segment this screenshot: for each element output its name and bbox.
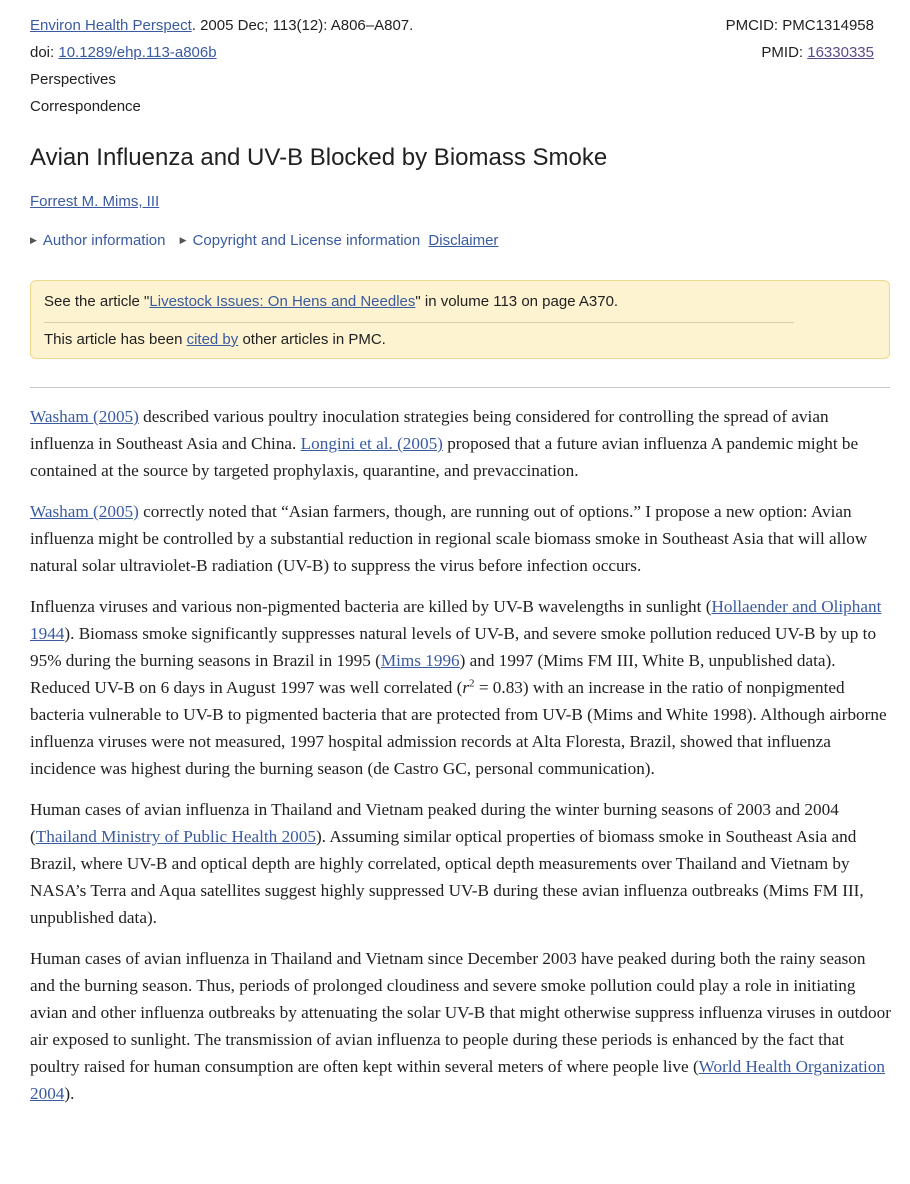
r-squared-superscript: 2 bbox=[469, 677, 475, 690]
doi-label: doi: bbox=[30, 44, 59, 61]
paragraph-text: described various poultry inoculation strategies being considered for controlling the spread of avian influenza in Southeast Asia and China. bbox=[30, 407, 829, 454]
notice-see-prefix: See the article " bbox=[44, 293, 150, 310]
paragraph-text: Human cases of avian influenza in Thailand and Vietnam peaked during the winter burning seasons of 2003 and 2004 ( bbox=[30, 799, 839, 846]
author-link[interactable]: Forrest M. Mims, III bbox=[30, 193, 160, 210]
ref-who-2004[interactable]: World Health Organization 2004 bbox=[30, 1057, 886, 1104]
r-symbol: r bbox=[462, 677, 470, 697]
article-body bbox=[30, 403, 892, 1121]
paragraph-text: Influenza viruses and various non-pigmented bacteria are killed by UV-B wavelengths in sunlight ( bbox=[30, 596, 712, 616]
notice-cited-prefix: This article has been bbox=[44, 331, 187, 348]
author-info-toggle[interactable] bbox=[30, 232, 166, 249]
paragraph-1 bbox=[30, 403, 892, 484]
ref-mims-1996[interactable]: Mims 1996 bbox=[380, 650, 460, 670]
notice-cited-suffix: other articles in PMC. bbox=[238, 331, 386, 348]
subsection-label: Correspondence bbox=[30, 98, 141, 115]
triangle-right-icon: ▶ bbox=[179, 235, 187, 245]
paragraph-text: ) and 1997 (Mims FM III, White B, unpublished data). Reduced UV-B on 6 days in August 1997 was well correlated ( bbox=[30, 650, 836, 697]
paragraph-2 bbox=[30, 498, 892, 579]
paragraph-text: ). Biomass smoke significantly suppresses natural levels of UV-B, and severe smoke pollution reduced UV-B by up to 95% during the burning seasons in Brazil in 1995 ( bbox=[30, 623, 877, 670]
ref-thailand-ministry-2005[interactable]: Thailand Ministry of Public Health 2005 bbox=[35, 826, 316, 846]
copyright-toggle[interactable] bbox=[180, 232, 421, 249]
pmcid-text: PMCID: PMC1314958 bbox=[725, 17, 874, 34]
triangle-right-icon: ▶ bbox=[30, 235, 37, 245]
section-label: Perspectives bbox=[30, 71, 116, 88]
disclaimer-link[interactable]: Disclaimer bbox=[428, 232, 499, 249]
paragraph-text: ). Assuming similar optical properties of biomass smoke in Southeast Asia and Brazil, where UV-B and optical depth are highly correlated, optical depth measurements over Thailand and Vietnam by NASA’s Terra and Aqua satellites suggest highly suppressed UV-B during these avian influenza outbreaks (Mims FM III, unpublished data). bbox=[30, 826, 864, 928]
paragraph-5 bbox=[30, 945, 892, 1108]
info-links-row bbox=[30, 232, 498, 249]
paragraph-text: correctly noted that “Asian farmers, though, are running out of options.” I propose a new option: Avian influenza might be controlled by a substantial reduction in regional scale biomass smoke in Southeast Asia that will allow natural solar ultraviolet-B radiation (UV-B) to suppress the virus before infection occurs. bbox=[30, 501, 868, 575]
author-info-label: Author information bbox=[42, 232, 166, 249]
content-divider bbox=[30, 387, 890, 388]
paragraph-text: = 0.83) with an increase in the ratio of nonpigmented bacteria vulnerable to UV-B to pigmented bacteria that are protected from UV-B (Mims and White 1998). Although airborne influenza viruses were not measured, 1997 hospital admission records at Alta Floresta, Brazil, showed that influenza incidence was highest during the burning season (de Castro GC, personal communication). bbox=[30, 677, 887, 779]
ref-washam-2005[interactable]: Washam (2005) bbox=[30, 501, 139, 521]
related-articles-notice bbox=[30, 280, 890, 359]
related-article-link[interactable]: Livestock Issues: On Hens and Needles bbox=[149, 293, 416, 310]
paragraph-4 bbox=[30, 796, 892, 931]
cited-by-link[interactable]: cited by bbox=[186, 331, 239, 348]
article-title: Avian Influenza and UV-B Blocked by Biomass Smoke bbox=[30, 144, 608, 171]
pmid-label: PMID: bbox=[761, 44, 808, 61]
paragraph-text: ). bbox=[64, 1084, 75, 1104]
notice-see-suffix: " in volume 113 on page A370. bbox=[415, 293, 619, 310]
doi-link[interactable]: 10.1289/ehp.113-a806b bbox=[58, 44, 217, 61]
ref-washam-2005[interactable]: Washam (2005) bbox=[30, 407, 139, 426]
copyright-label: Copyright and License information bbox=[192, 232, 421, 249]
ref-hollaender-1944[interactable]: Hollaender and Oliphant 1944 bbox=[30, 596, 882, 643]
journal-link[interactable]: Environ Health Perspect bbox=[30, 17, 192, 34]
paragraph-text: Human cases of avian influenza in Thailand and Vietnam since December 2003 have peaked during both the rainy season and the burning season. Thus, periods of prolonged cloudiness and severe smoke pollution could play a role in initiating avian and other influenza outbreaks by attenuating the solar UV-B that might otherwise suppress influenza viruses in outdoor air exposed to sunlight. The transmission of avian influenza to people during these periods is enhanced by the fact that poultry raised for human consumption are often kept within several meters of where people live ( bbox=[30, 948, 891, 1077]
paragraph-text: proposed that a future avian influenza A pandemic might be contained at the source by targeted prophylaxis, quarantine, and prevaccination. bbox=[30, 434, 859, 481]
paragraph-3 bbox=[30, 593, 892, 783]
notice-divider bbox=[44, 322, 794, 323]
ref-longini-2005[interactable]: Longini et al. (2005) bbox=[300, 434, 443, 454]
pmid-link[interactable]: 16330335 bbox=[807, 44, 874, 61]
issue-text: . 2005 Dec; 113(12): A806–A807. bbox=[191, 17, 414, 34]
